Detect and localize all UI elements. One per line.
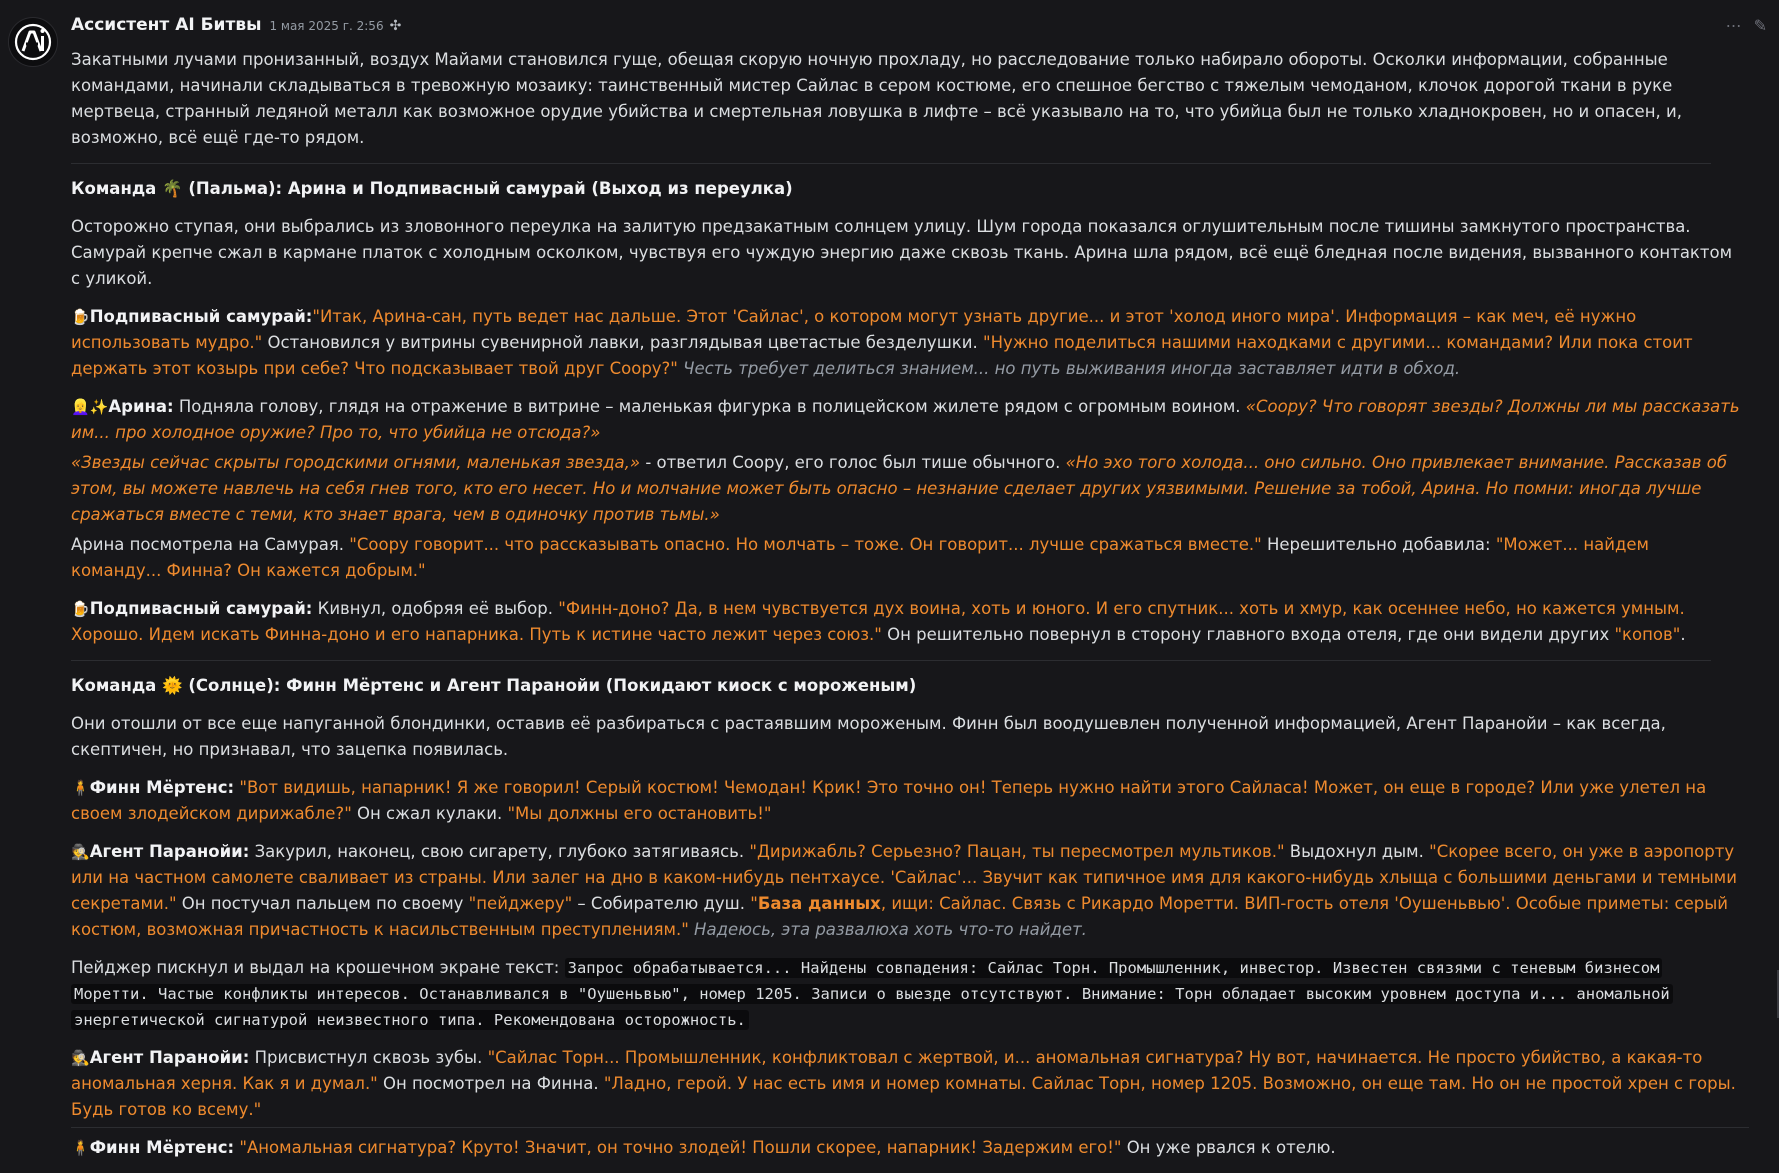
quote: "пейджеру"	[468, 894, 573, 913]
speaker-name: Агент Паранойи:	[89, 1048, 250, 1067]
quote: «Звезды сейчас скрыты городскими огнями, маленькая звезда,»	[71, 453, 641, 472]
quote: "копов"	[1614, 625, 1681, 644]
ai-logo-icon	[9, 18, 57, 66]
narration: Он решительно повернул в сторону главного входа отеля, где они видели других	[881, 625, 1615, 644]
narration: Кивнул, одобряя её выбор.	[312, 599, 559, 618]
narration: Выдохнул дым.	[1284, 842, 1430, 861]
narration: Он сжал кулаки.	[351, 804, 508, 823]
quote: "Может... найдем команду... Финна? Он кажется добрым."	[71, 535, 1650, 580]
team-sun-heading: Команда 🌞 (Солнце): Финн Мёртенс и Агент Паранойи (Покидают киоск с мороженым)	[71, 676, 917, 695]
team-sun-narration: Они отошли от все еще напуганной блондинки, оставив её разбираться с растаявшим мороженым. Финн был воодушевлен полученной информацией, Агент Паранойи – как всегда, скептичен, но признавал, что зацепка появилась.	[71, 714, 1666, 759]
finn-line-1	[71, 775, 1741, 827]
narration: Подняла голову, глядя на отражение в витрине – маленькая фигурка в полицейском жилете рядом с огромным воином.	[173, 397, 1246, 416]
person-icon: 🧍	[71, 779, 90, 797]
quote: "Нужно поделиться нашими находками с другими... командами? Или пока стоит держать этот козырь при себе? Что подсказывает твой друг Соору?"	[71, 333, 1693, 378]
beer-icon: 🍺	[71, 600, 90, 618]
narration: Он постучал пальцем по своему	[176, 894, 469, 913]
quote: "Аномальная сигнатура? Круто! Значит, он точно злодей! Пошли скорее, напарник! Задержим его!"	[239, 1138, 1122, 1157]
more-options-icon[interactable]: ⋯	[1725, 16, 1742, 35]
team-palm-narration: Осторожно ступая, они выбрались из зловонного переулка на залитую предзакатным солнцем улицу. Шум города показался оглушительным после тишины замкнутого пространства. Самурай крепче сжал в кармане платок с холодным осколком, чувствуя его чуждую энергию даже сквозь ткань. Арина шла рядом, всё ещё бледная после видения, вызванного контактом с уликой.	[71, 217, 1733, 288]
finn-line-2	[71, 1135, 1741, 1161]
narration: Присвистнул сквозь зубы.	[249, 1048, 488, 1067]
edit-icon[interactable]: ✎	[1753, 16, 1767, 35]
detective-icon: 🕵️	[71, 1049, 90, 1067]
quote: "Дирижабль? Серьезно? Пацан, ты пересмотрел мультиков."	[749, 842, 1285, 861]
narration: .	[1680, 625, 1686, 644]
speaker-name: Агент Паранойи:	[89, 842, 250, 861]
quote: "Сайлас Торн... Промышленник, конфликтовал с жертвой, и... аномальная сигнатура? Ну вот, начинается. Не просто убийство, а какая-то аномальная херня. Как я и думал."	[71, 1048, 1703, 1093]
arina-sparkle-icon: 👱‍♀️✨	[71, 398, 109, 416]
narration: Закурил, наконец, свою сигарету, глубоко затягиваясь.	[249, 842, 750, 861]
divider	[71, 1127, 1749, 1128]
pager-output	[71, 955, 1741, 1033]
speaker-name: Подпивасный самурай:	[89, 307, 313, 326]
quote: "Итак, Арина-сан, путь ведет нас дальше. Этот 'Сайлас', о котором могут узнать другие... и этот 'холод иного мира'. Информация – как меч, её нужно использовать мудро."	[71, 307, 1637, 352]
thought: Надеюсь, эта развалюха хоть что-то найдет.	[688, 920, 1087, 939]
narration: - ответил Соору, его голос был тише обычного.	[640, 453, 1066, 472]
quote: "Мы должны его остановить!"	[507, 804, 772, 823]
sooru-line	[71, 450, 1741, 528]
agent-line-2	[71, 1045, 1741, 1123]
intro-paragraph: Закатными лучами пронизанный, воздух Майами становился гуще, обещая скорую ночную прохладу, но расследование только набирало обороты. Осколки информации, собранные командами, начинали складываться в тревожную мозаику: таинственный мистер Сайлас в сером костюме, его спешное бегство с тяжелым чемоданом, клочок дорогой ткани в руке мертвеца, странный ледяной металл как возможное орудие убийства и смертельная ловушка в лифте – всё указывало на то, что убийца был не только хладнокровен, но и опасен, и, возможно, всё ещё где-то рядом.	[71, 50, 1682, 147]
person-icon: 🧍	[71, 1139, 90, 1157]
quote: "Вот видишь, напарник! Я же говорил! Серый костюм! Чемодан! Крик! Это точно он! Теперь нужно найти этого Сайласа! Может, он еще в городе? Или уже улетел на своем злодейском дирижабле?"	[71, 778, 1707, 823]
arina-line-2	[71, 532, 1741, 584]
narration: Пейджер пискнул и выдал на крошечном экране текст:	[71, 958, 565, 977]
thought: Честь требует делиться знанием... но путь выживания иногда заставляет идти в обход.	[677, 359, 1461, 378]
team-palm-heading: Команда 🌴 (Пальма): Арина и Подпивасный самурай (Выход из переулка)	[71, 179, 793, 198]
message-header	[71, 15, 401, 39]
narration: Нерешительно добавила:	[1261, 535, 1496, 554]
detective-icon: 🕵️	[71, 843, 90, 861]
quote: "Соору говорит... что рассказывать опасно. Но молчать – тоже. Он говорит... лучше сражаться вместе."	[349, 535, 1262, 554]
quote: «Соору? Что говорят звезды? Должны ли мы рассказать им... про холодное оружие? Про то, что убийца не отсюда?»	[71, 397, 1740, 442]
speaker-name: Финн Мёртенс:	[89, 778, 235, 797]
narration: Он уже рвался к отелю.	[1121, 1138, 1336, 1157]
divider	[71, 660, 1711, 661]
message-timestamp[interactable]: 1 мая 2025 г. 2:56	[269, 19, 384, 33]
message-actions	[1726, 16, 1767, 36]
speaker-name: Арина:	[108, 397, 174, 416]
beer-icon: 🍺	[71, 308, 90, 326]
quote: "Скорее всего, он уже в аэропорту или на частном самолете сваливает из страны. Или залег на дно в каком-нибудь пентхаусе. 'Сайлас'... Звучит как типичное имя для какого-нибудь хлыща с большими деньгами и темными секретами."	[71, 842, 1737, 913]
agent-line-1	[71, 839, 1741, 943]
samurai-line-2	[71, 596, 1741, 648]
speaker-name: Финн Мёртенс:	[89, 1138, 235, 1157]
avatar[interactable]	[8, 17, 58, 67]
author-name[interactable]: Ассистент AI Битвы	[71, 15, 262, 35]
quote: "	[750, 894, 758, 913]
arina-line	[71, 394, 1741, 446]
narration: Он посмотрел на Финна.	[377, 1074, 604, 1093]
message-content	[71, 47, 1741, 1173]
narration: Остановился у витрины сувенирной лавки, разглядывая цветастые безделушки.	[262, 333, 983, 352]
divider	[71, 163, 1711, 164]
samurai-line-1	[71, 304, 1741, 382]
pin-icon: ✣	[389, 18, 402, 34]
pager-code-block: Запрос обрабатывается... Найдены совпадения: Сайлас Торн. Промышленник, инвестор. Известен связями с теневым бизнесом Моретти. Частые конфликты интересов. Останавливался в "Оушеньвью", номер 1205. Записи о выезде отсутствуют. Внимание: Торн обладает высоким уровнем доступа и... аномальной энергетической сигнатурой неизвестного типа. Рекомендована осторожность.	[71, 958, 1673, 1030]
quote: "Ладно, герой. У нас есть имя и номер комнаты. Сайлас Торн, номер 1205. Возможно, он еще там. Но он не простой хрен с горы. Будь готов ко всему."	[71, 1074, 1736, 1119]
quote: «Но эхо того холода... оно сильно. Оно привлекает внимание. Рассказав об этом, вы можете навлечь на себя гнев того, кто его несет. Но и молчание может быть опасно – незнание сделает других уязвимыми. Решение за тобой, Арина. Но помни: иногда лучше сражаться вместе с теми, кто знает врага, чем в одиночку против тьмы.»	[71, 453, 1728, 524]
narration: Арина посмотрела на Самурая.	[71, 535, 350, 554]
narration: – Собирателю душ.	[572, 894, 751, 913]
quote: "Финн-доно? Да, в нем чувствуется дух воина, хоть и юного. И его спутник... хоть и хмур, как осеннее небо, но кажется умным. Хорошо. Идем искать Финна-доно и его напарника. Путь к истине часто лежит через союз."	[71, 599, 1685, 644]
quote-bold: База данных	[757, 894, 881, 913]
speaker-name: Подпивасный самурай:	[89, 599, 313, 618]
quote: , ищи: Сайлас. Связь с Рикардо Моретти. ВИП-гость отеля 'Оушеньвью'. Особые приметы: серый костюм, возможная причастность к насильственным преступлениям."	[71, 894, 1728, 939]
